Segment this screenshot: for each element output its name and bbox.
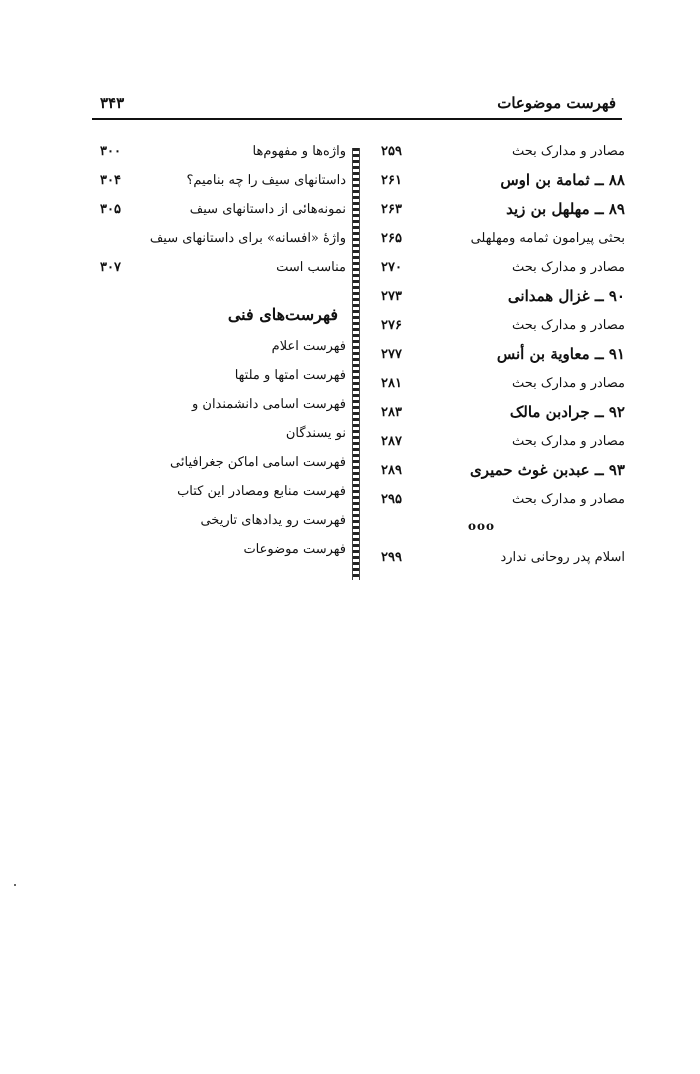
header-page-number: ۳۴۳ [100, 94, 125, 112]
toc-entry [96, 169, 346, 198]
toc-entry [365, 343, 625, 372]
toc-entry [365, 285, 625, 314]
toc-entry-title: نمونه‌هائی از داستانهای سیف [189, 202, 346, 217]
toc-entry-page: ۲۸۱ [381, 376, 402, 391]
toc-entry-page: ۲۶۵ [381, 231, 402, 246]
toc-entry-page: ۲۷۷ [381, 347, 402, 362]
toc-entry [365, 430, 625, 459]
toc-entry-title: فهرست موضوعات [243, 542, 346, 557]
header-rule [92, 118, 622, 120]
toc-entry-page: ۳۰۵ [100, 202, 121, 217]
toc-entry-title: ۸۸ ــ ثمامة بن اوس [500, 171, 625, 189]
toc-entry-page: ۲۷۶ [381, 318, 402, 333]
toc-entry [365, 169, 625, 198]
toc-entry-page: ۲۷۰ [381, 260, 402, 275]
toc-entry-page: ۲۹۹ [381, 550, 402, 565]
toc-entry-title: فهرست منابع ومصادر این کتاب [177, 484, 346, 499]
toc-entry [96, 364, 346, 393]
toc-entry-title: ۹۰ ــ غزال همدانی [507, 287, 625, 305]
ornamental-dots: ooo [467, 519, 495, 533]
toc-entry-page: ۳۰۴ [100, 173, 121, 188]
toc-entry-title: مناسب است [276, 260, 346, 275]
toc-entry-title: ۹۲ ــ جرادبن مالک [509, 403, 625, 421]
toc-entry-title: ۸۹ ــ مهلهل بن زید [506, 200, 625, 218]
toc-entry [365, 256, 625, 285]
toc-entry-title: واژه‌ها و مفهوم‌ها [252, 144, 346, 159]
toc-entry-page: ۲۸۷ [381, 434, 402, 449]
toc-entry [365, 459, 625, 488]
toc-entry-title: مصادر و مدارک بحث [511, 492, 625, 507]
toc-entry-page: ۳۰۷ [100, 260, 121, 275]
toc-entry-title: مصادر و مدارک بحث [511, 434, 625, 449]
toc-entry-title: مصادر و مدارک بحث [511, 260, 625, 275]
toc-entry [96, 256, 346, 285]
toc-entry [96, 335, 346, 364]
toc-entry [365, 140, 625, 169]
toc-entry [96, 538, 346, 567]
toc-entry-title: مصادر و مدارک بحث [511, 318, 625, 333]
toc-left-column [96, 140, 346, 567]
toc-entry-page: ۳۰۰ [100, 144, 121, 159]
toc-entry-title: مصادر و مدارک بحث [511, 144, 625, 159]
toc-entry-page: ۲۸۳ [381, 405, 402, 420]
page-header [92, 92, 622, 116]
toc-entry [96, 422, 346, 451]
header-title: فهرست موضوعات [497, 94, 616, 112]
toc-entry-title: ۹۱ ــ معاویة بن أنس [496, 345, 625, 363]
toc-entry [365, 488, 625, 517]
toc-entry-title: داستانهای سیف را چه بنامیم؟ [186, 173, 346, 188]
toc-entry [365, 227, 625, 256]
tech-indexes-heading [96, 295, 346, 335]
toc-entry [365, 546, 625, 575]
toc-entry [365, 198, 625, 227]
toc-entry-title: نو یسندگان [285, 426, 346, 441]
toc-entry-page: ۲۸۹ [381, 463, 402, 478]
toc-entry [365, 517, 625, 546]
margin-speck [14, 884, 16, 886]
toc-entry-title: اسلام پدر روحانی ندارد [500, 550, 625, 565]
toc-entry-page: ۲۷۳ [381, 289, 402, 304]
toc-entry-title: فهرست اسامی دانشمندان و [191, 397, 346, 412]
toc-entry [365, 401, 625, 430]
toc-entry [96, 393, 346, 422]
toc-entry [96, 140, 346, 169]
toc-entry-title: مصادر و مدارک بحث [511, 376, 625, 391]
toc-entry-page: ۲۶۳ [381, 202, 402, 217]
toc-entry-title: بحثی پیرامون ثمامه ومهلهلی [470, 231, 625, 246]
toc-right-column [365, 140, 625, 575]
toc-entry-title: واژهٔ «افسانه» برای داستانهای سیف [149, 231, 346, 246]
toc-entry-page: ۲۶۱ [381, 173, 402, 188]
toc-entry-title: ۹۳ ــ عبدبن غوث حمیری [470, 461, 625, 479]
toc-entry-page: ۲۹۵ [381, 492, 402, 507]
section-title-text: فهرست‌های فنی [227, 305, 338, 324]
toc-entry [96, 480, 346, 509]
toc-entry-title: فهرست اعلام [271, 339, 346, 354]
toc-entry [365, 372, 625, 401]
column-divider-ornament [352, 148, 360, 580]
toc-entry-title: فهرست اسامی اماکن جغرافیائی [170, 455, 346, 470]
toc-entry-title: فهرست امتها و ملتها [234, 368, 346, 383]
toc-entry [96, 509, 346, 538]
toc-entry [96, 198, 346, 227]
toc-entry [96, 227, 346, 256]
toc-entry [96, 451, 346, 480]
toc-entry-page: ۲۵۹ [381, 144, 402, 159]
toc-entry-title: فهرست رو یدادهای تاریخی [200, 513, 346, 528]
toc-entry [365, 314, 625, 343]
